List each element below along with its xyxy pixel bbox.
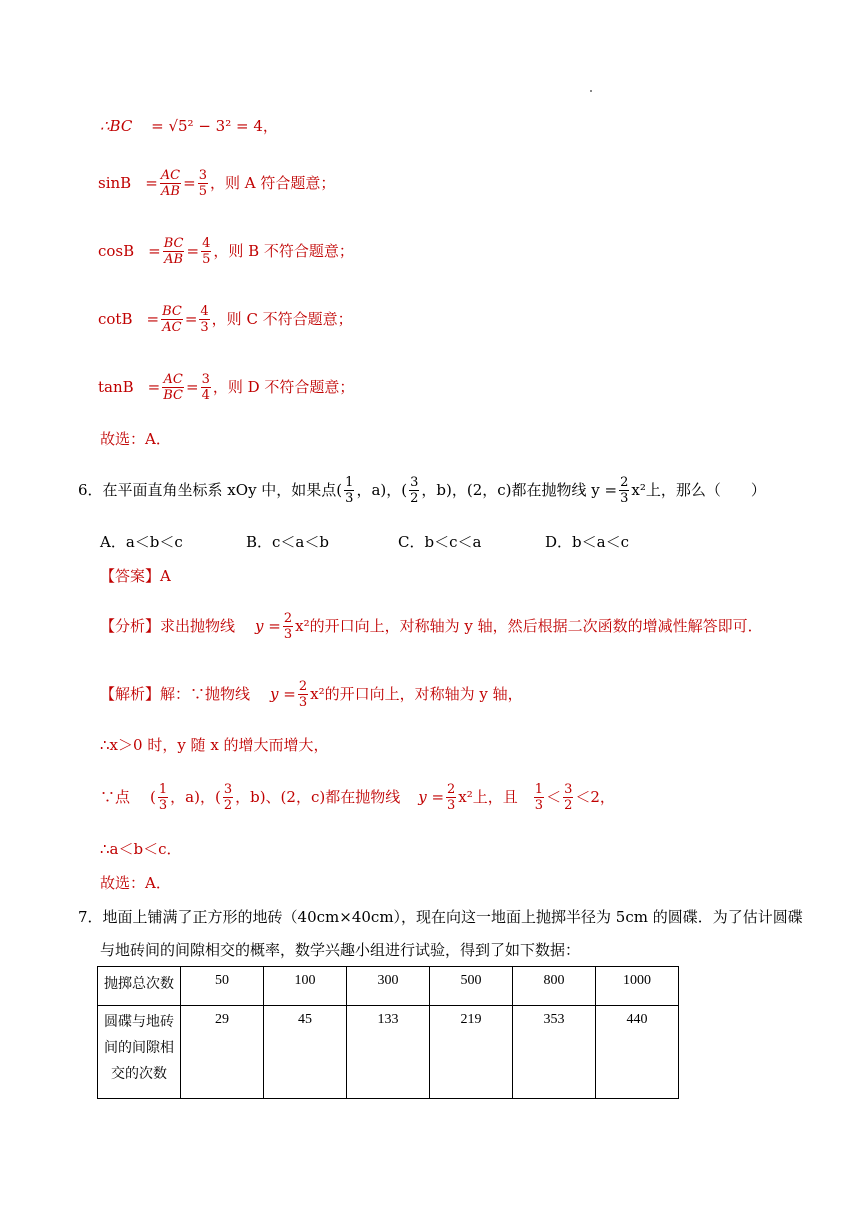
bc-line — [100, 119, 278, 134]
cos-frac-2: $\frac{4}{5}$ — [202, 236, 211, 267]
tan-tail: ，则 D 不符合题意； — [212, 378, 355, 396]
q6-step-1: ∴x＞0 时，y 随 x 的增大而增大， — [100, 736, 329, 754]
q6-option-b: B．c＜a＜b — [246, 533, 329, 551]
q6-conclusion: ∴a＜b＜c． — [100, 840, 182, 858]
cot-tail: ，则 C 不符合题意； — [211, 310, 353, 328]
sin-frac-2: $\frac{3}{5}$ — [198, 168, 207, 199]
table-cell: 1000 — [596, 967, 679, 1006]
data-table — [97, 966, 679, 1099]
choose-2: 故选：A． — [100, 874, 171, 892]
tan-line: tanB = $\frac{AC}{BC}$ = $\frac{3}{4}$ ，则 D 不符合题意； — [98, 372, 355, 403]
q6-stem: 6．在平面直角坐标系 xOy 中，如果点( $\frac{1}{3}$ ，a)，( $\frac{3}{2}$ ，b)，(2，c)都在抛物线 y = $\frac{2}{3}$ x²上，那么（ ） — [78, 475, 766, 506]
choose-1: 故选：A． — [100, 430, 171, 448]
q6-option-d: D．b＜a＜c — [545, 533, 629, 551]
cos-tail: ，则 B 不符合题意； — [213, 242, 354, 260]
bc-prefix: ∴BC — [100, 117, 133, 135]
q6-step-2: ∵点 ( $\frac{1}{3}$ ，a)，( $\frac{3}{2}$ ，b)、(2，c)都在抛物线 y = $\frac{2}{3}$ x²上，且 $\frac{1}{3}$ ＜ $\frac{3}{2}$ ＜2， — [100, 782, 615, 813]
cot-label: cotB — [98, 310, 133, 328]
table-cell: 219 — [430, 1006, 513, 1099]
stray-dot — [590, 90, 592, 92]
table-row — [98, 1006, 679, 1099]
sin-tail: ，则 A 符合题意； — [209, 174, 336, 192]
table-cell: 100 — [264, 967, 347, 1006]
table-header-cell: 抛掷总次数 — [98, 967, 181, 1006]
sin-frac-1: $\frac{AC}{AB}$ — [160, 168, 181, 199]
cos-line: cosB = $\frac{BC}{AB}$ = $\frac{4}{5}$ ，则 B 不符合题意； — [98, 236, 354, 267]
tan-frac-2: $\frac{3}{4}$ — [201, 372, 210, 403]
table-cell: 45 — [264, 1006, 347, 1099]
table-cell: 500 — [430, 967, 513, 1006]
tan-frac-1: $\frac{AC}{BC}$ — [163, 372, 183, 403]
q6-frac-two-thirds: $\frac{2}{3}$ — [620, 475, 629, 506]
table-cell: 29 — [181, 1006, 264, 1099]
sin-label: sinB — [98, 174, 132, 192]
table-cell: 800 — [513, 967, 596, 1006]
table-row — [98, 967, 679, 1006]
q6-option-a: A．a＜b＜c — [100, 533, 183, 551]
q6-solution: 【解析】解：∵抛物线 y = $\frac{2}{3}$ x²的开口向上，对称轴为 y 轴， — [100, 679, 523, 710]
table-cell: 133 — [347, 1006, 430, 1099]
cot-frac-1: $\frac{BC}{AC}$ — [162, 304, 182, 335]
q6-frac-three-halves: $\frac{3}{2}$ — [410, 475, 419, 506]
tan-label: tanB — [98, 378, 134, 396]
table-header-cell: 圆碟与地砖 间的间隙相 交的次数 — [98, 1006, 181, 1099]
q6-option-c: C．b＜c＜a — [398, 533, 482, 551]
q6-analysis: 【分析】求出抛物线 y = $\frac{2}{3}$ x²的开口向上，对称轴为 y 轴，然后根据二次函数的增减性解答即可． — [100, 611, 763, 642]
table-cell: 300 — [347, 967, 430, 1006]
q6-frac-one-third: $\frac{1}{3}$ — [345, 475, 354, 506]
cot-line: cotB = $\frac{BC}{AC}$ = $\frac{4}{3}$ ，则 C 不符合题意； — [98, 304, 353, 335]
q7-line-2: 与地砖间的间隙相交的概率，数学兴趣小组进行试验，得到了如下数据： — [100, 941, 581, 959]
table-cell: 50 — [181, 967, 264, 1006]
cos-label: cosB — [98, 242, 135, 260]
table-cell: 440 — [596, 1006, 679, 1099]
cot-frac-2: $\frac{4}{3}$ — [200, 304, 209, 335]
q7-line-1: 7．地面上铺满了正方形的地砖（40cm×40cm），现在向这一地面上抛掷半径为 5cm 的圆碟．为了估计圆碟 — [78, 908, 803, 926]
q6-answer: 【答案】A — [100, 567, 171, 585]
bc-expression: = √5² − 3² = 4， — [151, 117, 278, 135]
sin-line: sinB = $\frac{AC}{AB}$ = $\frac{3}{5}$ ，则 A 符合题意； — [98, 168, 336, 199]
table-cell: 353 — [513, 1006, 596, 1099]
cos-frac-1: $\frac{BC}{AB}$ — [163, 236, 184, 267]
